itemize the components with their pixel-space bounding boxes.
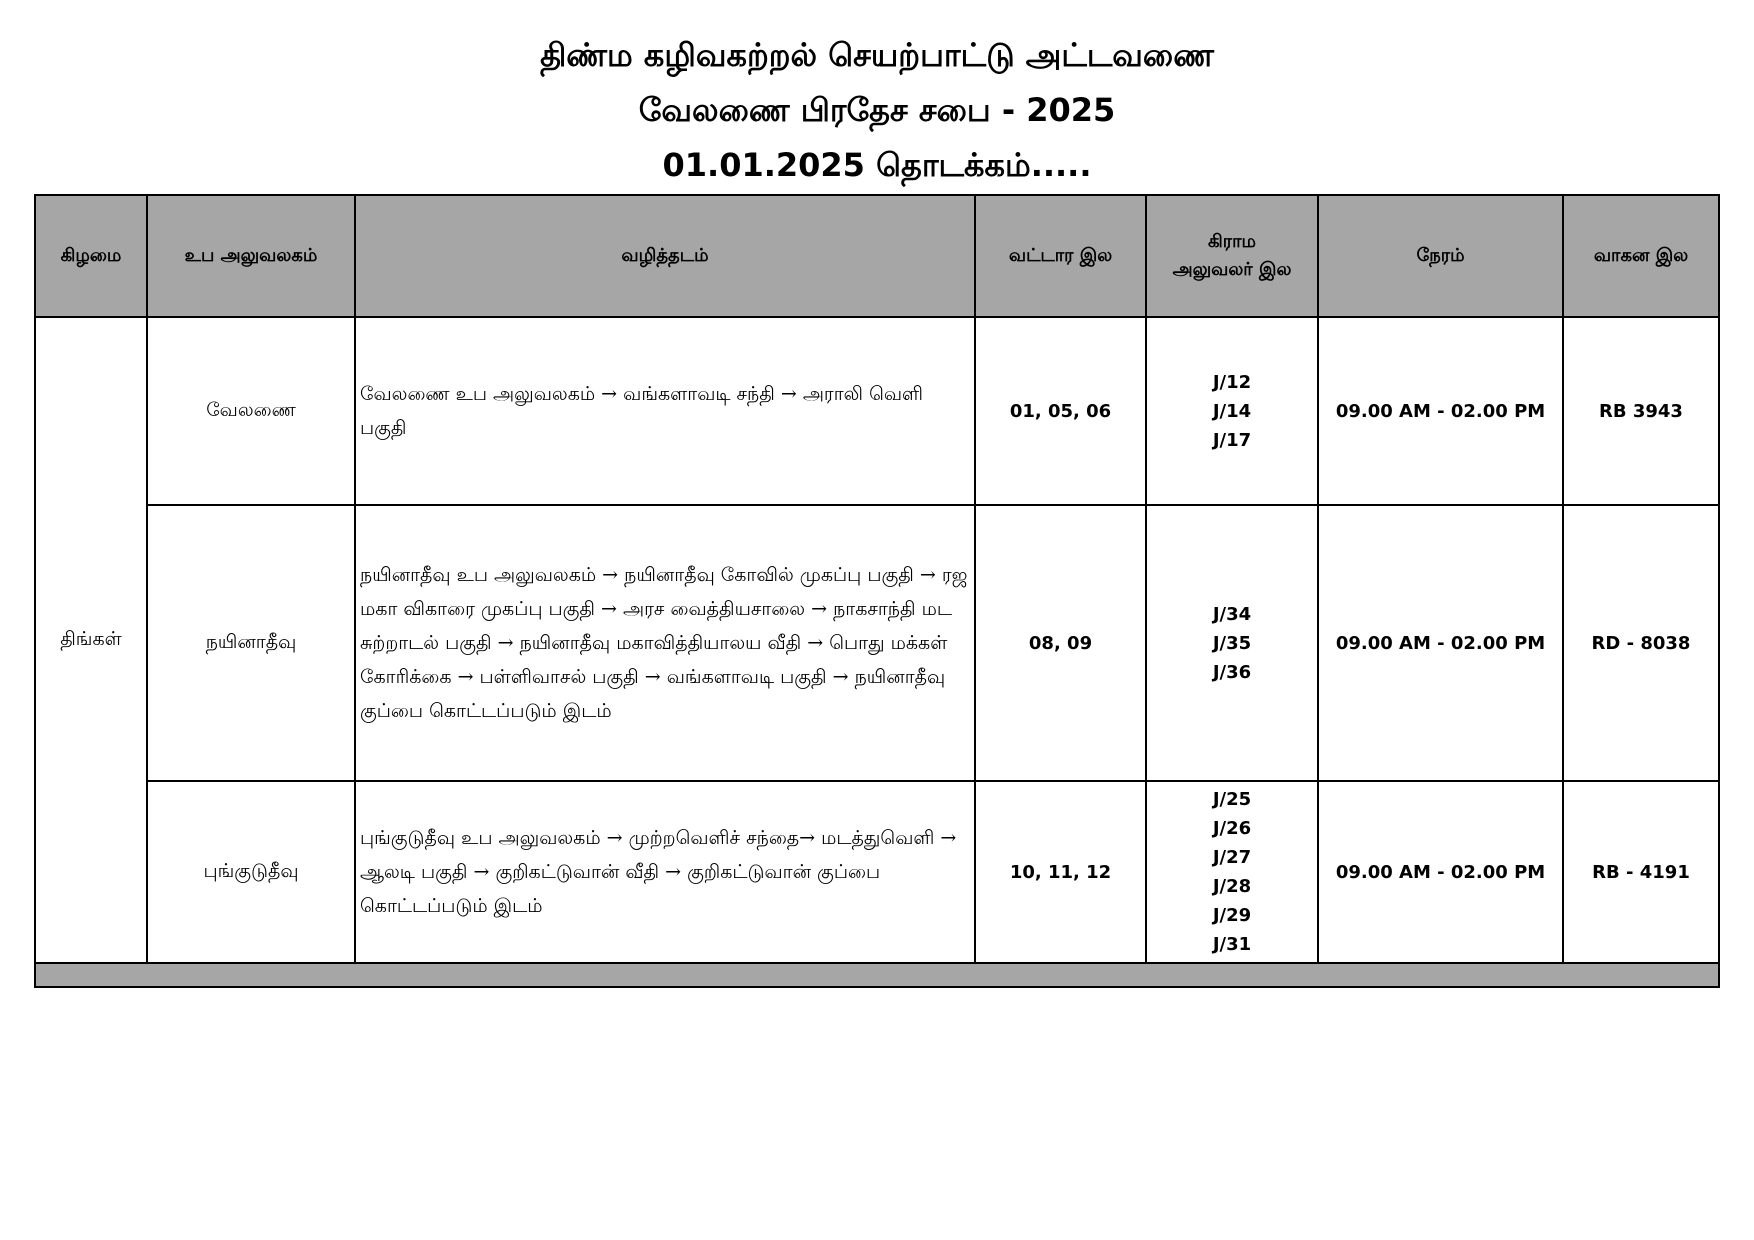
effective-date: 01.01.2025 தொடக்கம்..... (662, 146, 1092, 184)
time-cell: 09.00 AM - 02.00 PM (1318, 781, 1563, 963)
header-gn-office (1146, 195, 1318, 317)
sub-office-cell: புங்குடுதீவு (147, 781, 355, 963)
gn-office-item: J/12 (1212, 371, 1252, 393)
header-gn-line2: அலுவலர் இல (1172, 259, 1292, 280)
vehicle-no-cell: RB 3943 (1563, 317, 1719, 505)
table-row (35, 505, 1719, 781)
header-time: நேரம் (1318, 195, 1563, 317)
gn-office-cell (1146, 505, 1318, 781)
gn-office-item: J/14 (1212, 400, 1252, 422)
gn-office-item: J/17 (1212, 429, 1252, 451)
gn-office-item: J/29 (1212, 905, 1252, 926)
header-ward-no: வட்டார இல (975, 195, 1146, 317)
route-cell: வேலணை உப அலுவலகம் → வங்களாவடி சந்தி → அராலி வெளி பகுதி (355, 317, 975, 505)
day-cell: திங்கள் (35, 317, 147, 963)
header-sub-office: உப அலுவலகம் (147, 195, 355, 317)
gn-office-item: J/31 (1212, 934, 1252, 955)
table-footer-row (35, 963, 1719, 987)
ward-no-cell: 01, 05, 06 (975, 317, 1146, 505)
ward-no-cell: 08, 09 (975, 505, 1146, 781)
vehicle-no-cell: RD - 8038 (1563, 505, 1719, 781)
vehicle-no-cell: RB - 4191 (1563, 781, 1719, 963)
header-route: வழித்தடம் (355, 195, 975, 317)
gn-office-item: J/27 (1212, 847, 1252, 868)
gn-office-item: J/36 (1212, 661, 1252, 683)
gn-office-item: J/26 (1212, 818, 1252, 839)
table-footer-bar (35, 963, 1719, 987)
header-vehicle-no: வாகன இல (1563, 195, 1719, 317)
sub-office-cell: வேலணை (147, 317, 355, 505)
document-title: திண்ம கழிவகற்றல் செயற்பாட்டு அட்டவணை (540, 36, 1214, 74)
gn-office-cell (1146, 781, 1318, 963)
time-cell: 09.00 AM - 02.00 PM (1318, 505, 1563, 781)
header-gn-line1: கிராம (1208, 231, 1256, 252)
gn-office-item: J/25 (1212, 789, 1252, 810)
gn-office-item: J/34 (1212, 603, 1252, 625)
table-row (35, 781, 1719, 963)
schedule-table (34, 194, 1720, 988)
gn-office-cell (1146, 317, 1318, 505)
route-cell: புங்குடுதீவு உப அலுவலகம் → முற்றவெளிச் சந்தை→ மடத்துவெளி → ஆலடி பகுதி → குறிகட்டுவான் வீதி → குறிகட்டுவான் குப்பை கொட்டப்படும் இடம் (355, 781, 975, 963)
council-title: வேலணை பிரதேச சபை - 2025 (638, 91, 1116, 129)
ward-no-cell: 10, 11, 12 (975, 781, 1146, 963)
sub-office-cell: நயினாதீவு (147, 505, 355, 781)
time-cell: 09.00 AM - 02.00 PM (1318, 317, 1563, 505)
document-title-block (0, 28, 1754, 193)
gn-office-item: J/28 (1212, 876, 1252, 897)
table-row (35, 317, 1719, 505)
header-row (35, 195, 1719, 317)
header-day: கிழமை (35, 195, 147, 317)
gn-office-item: J/35 (1212, 632, 1252, 654)
route-cell: நயினாதீவு உப அலுவலகம் → நயினாதீவு கோவில் முகப்பு பகுதி → ரஜ மகா விகாரை முகப்பு பகுதி → அரச வைத்தியசாலை → நாகசாந்தி மட சுற்றாடல் பகுதி → நயினாதீவு மகாவித்தியாலய வீதி → பொது மக்கள் கோரிக்கை → பள்ளிவாசல் பகுதி → வங்களாவடி பகுதி → நயினாதீவு குப்பை கொட்டப்படும் இடம் (355, 505, 975, 781)
